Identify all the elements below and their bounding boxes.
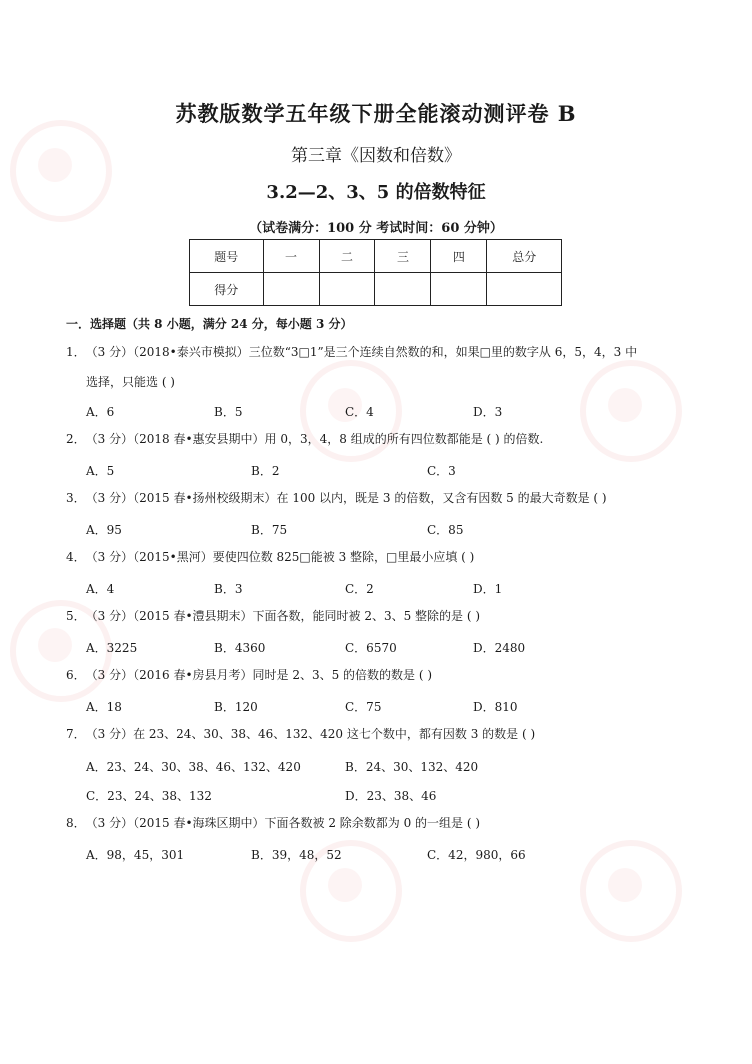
score-cell <box>487 273 562 306</box>
score-cell <box>431 273 487 306</box>
option-c: C．3 <box>427 464 456 478</box>
question-text: （3 分）（2015 春•扬州校级期末）在 100 以内，既是 3 的倍数，又含有因数 5 的最大奇数是 ( ) <box>85 491 607 505</box>
option-a: A．95 <box>86 523 122 537</box>
question-number: 7． <box>66 727 86 741</box>
option-a: A．6 <box>86 405 115 419</box>
option-b: B．3 <box>214 582 243 596</box>
score-table-row-label: 得分 <box>190 273 264 306</box>
question-text: （3 分）（2015 春•海珠区期中）下面各数被 2 除余数都为 0 的一组是 ( ) <box>85 816 481 830</box>
option-c: C．2 <box>345 582 374 596</box>
option-b: B．75 <box>251 523 288 537</box>
question-number: 6． <box>66 668 86 682</box>
question-text: （3 分）（2016 春•房县月考）同时是 2、3、5 的倍数的数是 ( ) <box>85 668 433 682</box>
section-title: 3.2—2、3、5 的倍数特征 <box>266 182 486 203</box>
score-table-header: 题号 <box>190 240 264 273</box>
chapter-title: 第三章《因数和倍数》 <box>291 146 461 166</box>
watermark-logo-icon <box>580 360 682 462</box>
question-number: 3． <box>66 491 86 505</box>
score-table-header: 四 <box>431 240 487 273</box>
watermark-logo-icon <box>10 120 112 222</box>
question-6 <box>66 668 432 682</box>
score-table-header: 三 <box>375 240 431 273</box>
question-5 <box>66 609 480 623</box>
option-c: C．23、24、38、132 <box>86 789 212 803</box>
part-heading: 一．选择题（共 8 小题，满分 24 分，每小题 3 分） <box>66 317 353 331</box>
score-table-header: 一 <box>263 240 319 273</box>
question-1-continuation: 选择，只能选 ( ) <box>86 375 175 389</box>
option-d: D．3 <box>473 405 503 419</box>
option-b: B．2 <box>251 464 280 478</box>
option-c: C．42，980，66 <box>427 848 526 862</box>
option-a: A．23、24、30、38、46、132、420 <box>86 760 301 774</box>
option-c: C．85 <box>427 523 464 537</box>
question-number: 5． <box>66 609 86 623</box>
score-table-header: 二 <box>319 240 375 273</box>
option-a: A．4 <box>86 582 115 596</box>
question-text: （3 分）（2018 春•惠安县期中）用 0，3，4，8 组成的所有四位数都能是 ( ) 的倍数. <box>85 432 544 446</box>
option-b: B．4360 <box>214 641 266 655</box>
score-cell <box>263 273 319 306</box>
option-c: C．4 <box>345 405 374 419</box>
option-c: C．75 <box>345 700 382 714</box>
option-d: D．23、38、46 <box>345 789 437 803</box>
score-cell <box>375 273 431 306</box>
option-b: B．5 <box>214 405 243 419</box>
option-c: C．6570 <box>345 641 397 655</box>
option-a: A．5 <box>86 464 115 478</box>
watermark-logo-icon <box>580 840 682 942</box>
document-title: 苏教版数学五年级下册全能滚动测评卷 B <box>175 101 577 126</box>
question-number: 8． <box>66 816 86 830</box>
option-a: A．18 <box>86 700 122 714</box>
score-cell <box>319 273 375 306</box>
option-d: D．2480 <box>473 641 526 655</box>
question-text: （3 分）在 23、24、30、38、46、132、420 这七个数中，都有因数 3 的数是 ( ) <box>85 727 536 741</box>
question-text: （3 分）（2015•黑河）要使四位数 825□能被 3 整除，□里最小应填 ( ) <box>85 550 475 564</box>
question-text: （3 分）（2018•泰兴市模拟）三位数“3□1”是三个连续自然数的和，如果□里的数字从 6，5，4，3 中 <box>85 345 638 359</box>
score-table-header-row <box>190 240 562 273</box>
option-a: A．3225 <box>86 641 138 655</box>
question-number: 2． <box>66 432 86 446</box>
question-text: （3 分）（2015 春•澧县期末）下面各数，能同时被 2、3、5 整除的是 ( ) <box>85 609 481 623</box>
question-7 <box>66 727 535 741</box>
question-8 <box>66 816 480 830</box>
score-table-score-row <box>190 273 562 306</box>
option-b: B．39，48，52 <box>251 848 342 862</box>
option-b: B．120 <box>214 700 258 714</box>
exam-info: （试卷满分：100 分 考试时间：60 分钟） <box>249 221 503 236</box>
question-1 <box>66 345 637 359</box>
score-table <box>189 239 562 306</box>
option-d: D．1 <box>473 582 503 596</box>
question-3 <box>66 491 607 505</box>
question-2 <box>66 432 543 446</box>
option-a: A．98，45，301 <box>86 848 185 862</box>
question-4 <box>66 550 474 564</box>
score-table-header: 总分 <box>487 240 562 273</box>
option-b: B．24、30、132、420 <box>345 760 479 774</box>
question-number: 4． <box>66 550 86 564</box>
option-d: D．810 <box>473 700 518 714</box>
question-number: 1． <box>66 345 86 359</box>
